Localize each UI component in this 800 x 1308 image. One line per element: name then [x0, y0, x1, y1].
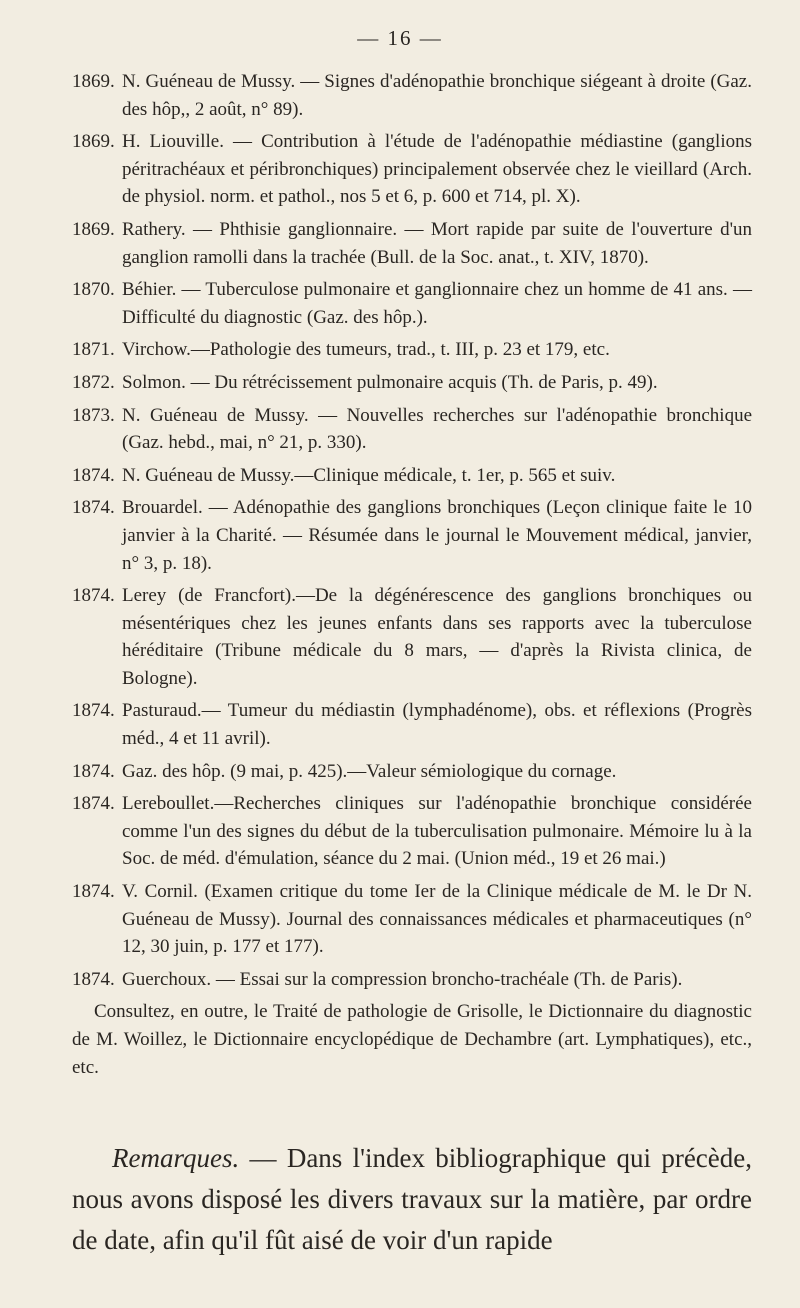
entry-year: 1872.	[72, 371, 115, 393]
bibliography-entry	[72, 582, 752, 692]
entry-year: 1871.	[72, 339, 115, 361]
consultation-note: Consultez, en outre, le Traité de pathologie de Grisolle, le Dictionnaire du diagnostic de M. Woillez, le Dictionnaire encyclopédique de Dechambre (art. Lymphatiques), etc., etc.	[72, 1001, 752, 1078]
entry-year: 1869.	[72, 218, 115, 240]
bibliography-entry	[72, 402, 752, 457]
entry-text: Béhier. — Tuberculose pulmonaire et ganglionnaire chez un homme de 41 ans. — Difficulté du diagnostic (Gaz. des hôp.).	[122, 279, 752, 328]
entry-text: V. Cornil. (Examen critique du tome Ier de la Clinique médicale de M. le Dr N. Guéneau de Mussy). Journal des connaissances médicales et pharmaceutiques (n° 12, 30 juin, p. 177 et 177).	[122, 881, 752, 958]
entry-text: N. Guéneau de Mussy. — Signes d'adénopathie bronchique siégeant à droite (Gaz. des hôp,, 2 août, n° 89).	[122, 71, 752, 120]
entry-year: 1874.	[72, 700, 115, 722]
entry-year: 1874.	[72, 585, 115, 607]
entry-year: 1874.	[72, 760, 115, 782]
entry-year: 1873.	[72, 404, 115, 426]
entry-text: N. Guéneau de Mussy. — Nouvelles recherches sur l'adénopathie bronchique (Gaz. hebd., mai, n° 21, p. 330).	[122, 404, 752, 454]
entry-year: 1874.	[72, 793, 115, 815]
entry-text: Rathery. — Phthisie ganglionnaire. — Mort rapide par suite de l'ouverture d'un ganglion ramolli dans la trachée (Bull. de la Soc. anat., t. XIV, 1870).	[122, 218, 752, 268]
bibliography-entry	[72, 494, 752, 577]
entry-text: H. Liouville. — Contribution à l'étude de l'adénopathie médiastine (ganglions péritrachéaux et péribronchiques) principalement observée chez le vieillard (Arch. de physiol. norm. et pathol., nos 5 et 6, p. 600 et 714, pl. X).	[122, 131, 752, 208]
bibliography-entry	[72, 128, 752, 211]
entry-year: 1874.	[72, 881, 115, 903]
bibliography-entry	[72, 336, 752, 364]
remarks-heading: Remarques.	[112, 1143, 240, 1173]
bibliography-entry	[72, 758, 752, 786]
page-number: — 16 —	[357, 26, 443, 50]
entry-year: 1874.	[72, 968, 115, 990]
entry-year: 1874.	[72, 497, 115, 519]
entry-text: N. Guéneau de Mussy.—Clinique médicale, t. 1er, p. 565 et suiv.	[122, 464, 616, 486]
bibliography-list	[72, 68, 752, 1081]
bibliography-entry	[72, 68, 752, 123]
entry-year: 1869.	[72, 71, 115, 92]
entry-year: 1870.	[72, 279, 115, 301]
entry-text: Solmon. — Du rétrécissement pulmonaire acquis (Th. de Paris, p. 49).	[122, 371, 658, 393]
entry-text: Brouardel. — Adénopathie des ganglions bronchiques (Leçon clinique faite le 10 janvier à la Charité. — Résumée dans le journal le Mouvement médical, janvier, n° 3, p. 18).	[122, 497, 752, 574]
bibliography-entry	[72, 697, 752, 752]
bibliography-entry	[72, 276, 752, 331]
remarks-text: — Dans l'index bibliographique qui précède, nous avons disposé les divers travaux sur la matière, par ordre de date, afin qu'il fût aisé de voir d'un rapide	[72, 1143, 752, 1255]
bibliography-entry	[72, 369, 752, 397]
bibliography-entry	[72, 878, 752, 961]
entry-year: 1874.	[72, 464, 115, 486]
entry-text: Lereboullet.—Recherches cliniques sur l'adénopathie bronchique considérée comme l'un des signes du début de la tuberculisation pulmonaire. Mémoire lu à la Soc. de méd. d'émulation, séance du 2 mai. (Union méd., 19 et 26 mai.)	[122, 793, 752, 870]
entry-text: Virchow.—Pathologie des tumeurs, trad., t. III, p. 23 et 179, etc.	[122, 339, 610, 361]
bibliography-entry	[72, 462, 752, 490]
bibliography-entry	[72, 216, 752, 271]
entry-text: Lerey (de Francfort).—De la dégénérescence des ganglions bronchiques ou mésentériques chez les jeunes enfants dans ses rapports avec la tuberculose héréditaire (Tribune médicale du 8 mars, — d'après la Rivista clinica, de Bologne).	[122, 585, 752, 689]
entry-text: Gaz. des hôp. (9 mai, p. 425).—Valeur sémiologique du cornage.	[122, 760, 617, 782]
entry-text: Guerchoux. — Essai sur la compression broncho-trachéale (Th. de Paris).	[122, 968, 683, 990]
bibliography-entry	[72, 966, 752, 994]
remarks-paragraph	[72, 1138, 752, 1261]
bibliography-entry	[72, 790, 752, 873]
entry-text: Pasturaud.— Tumeur du médiastin (lymphadénome), obs. et réflexions (Progrès méd., 4 et 11 avril).	[122, 700, 752, 750]
entry-year: 1869.	[72, 131, 115, 153]
